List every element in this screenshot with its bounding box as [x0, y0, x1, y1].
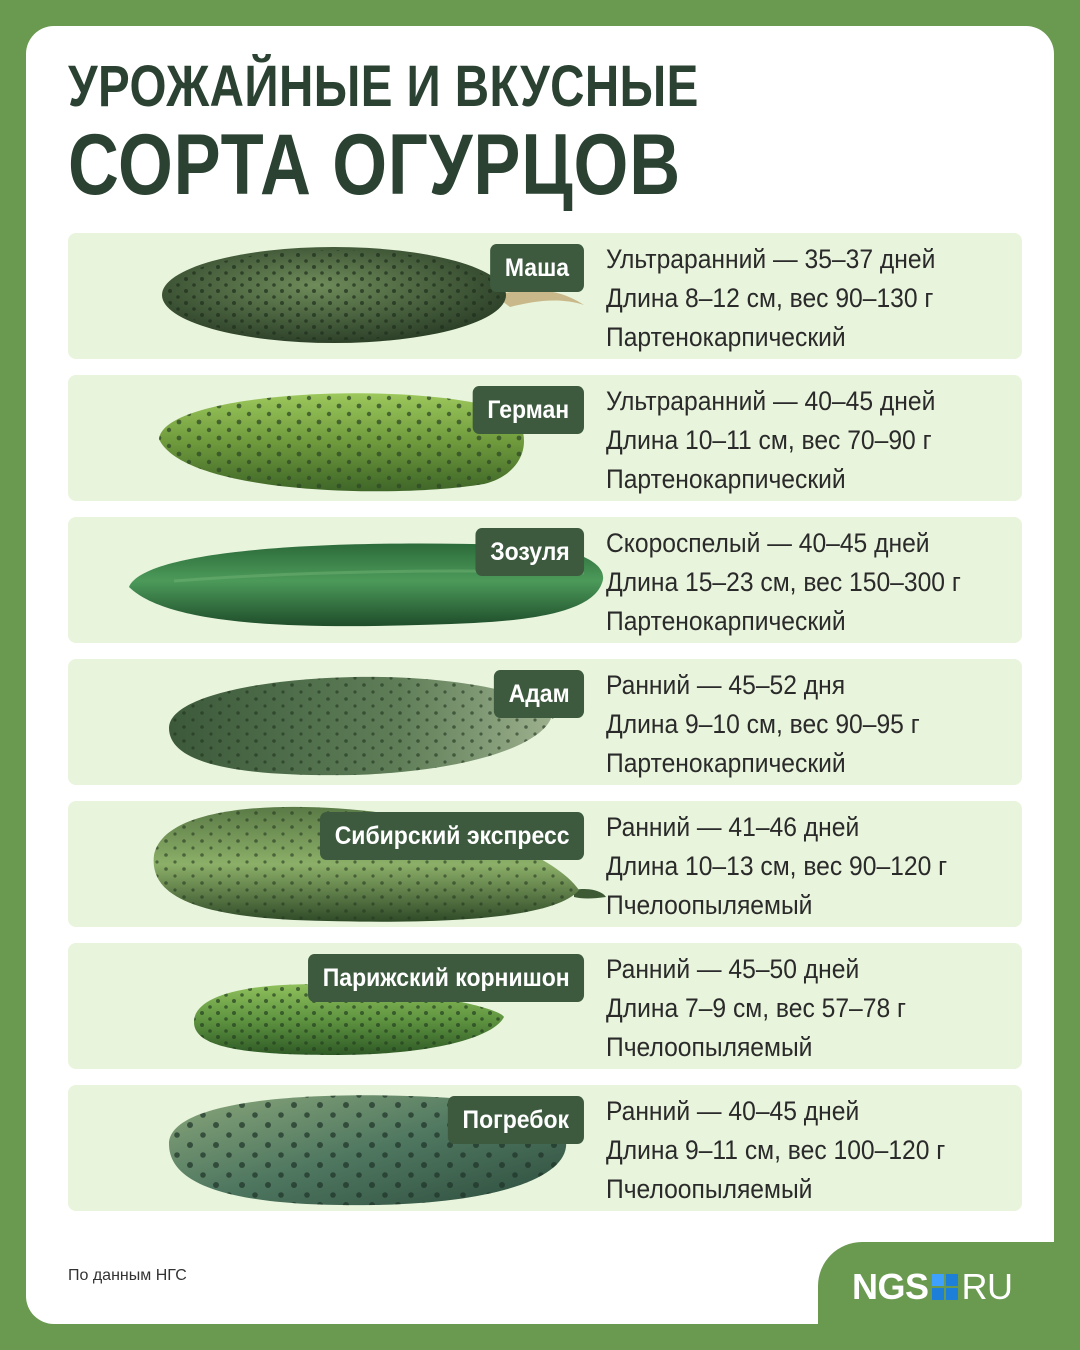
variety-info [606, 240, 960, 357]
size-weight-text: Длина 7–9 см, вес 57–78 г [606, 993, 906, 1023]
variety-row-pogrebok [68, 1085, 1022, 1211]
pollination-text: Партенокарпический [606, 464, 846, 494]
size-weight-text: Длина 8–12 см, вес 90–130 г [606, 283, 934, 313]
variety-name-badge: Герман [473, 386, 584, 434]
logo-squares-icon [932, 1274, 958, 1300]
variety-row-german [68, 375, 1022, 501]
variety-row-parizhsky-kornishon [68, 943, 1022, 1069]
logo-text-left: NGS [852, 1266, 929, 1307]
variety-row-zozulya [68, 517, 1022, 643]
pollination-text: Партенокарпический [606, 606, 846, 636]
variety-info [606, 666, 943, 783]
size-weight-text: Длина 9–11 см, вес 100–120 г [606, 1135, 946, 1165]
variety-info [606, 382, 960, 499]
ripening-text: Ранний — 45–52 дня [606, 670, 846, 700]
variety-name-badge: Адам [494, 670, 584, 718]
variety-info [606, 524, 988, 641]
logo-text-right: RU [961, 1266, 1013, 1307]
title-line-2: СОРТА ОГУРЦОВ [68, 117, 681, 213]
pollination-text: Пчелоопыляемый [606, 890, 813, 920]
variety-row-sibirsky-express [68, 801, 1022, 927]
variety-row-adam [68, 659, 1022, 785]
source-caption: По данным НГС [68, 1267, 187, 1284]
size-weight-text: Длина 10–11 см, вес 70–90 г [606, 425, 932, 455]
size-weight-text: Длина 10–13 см, вес 90–120 г [606, 851, 948, 881]
ripening-text: Ранний — 45–50 дней [606, 954, 860, 984]
pollination-text: Партенокарпический [606, 322, 846, 352]
variety-info [606, 1092, 971, 1209]
ripening-text: Ранний — 40–45 дней [606, 1096, 860, 1126]
ngs-logo[interactable] [852, 1266, 1013, 1308]
pollination-text: Партенокарпический [606, 748, 846, 778]
ripening-text: Ультраранний — 35–37 дней [606, 244, 936, 274]
size-weight-text: Длина 9–10 см, вес 90–95 г [606, 709, 920, 739]
varieties-list [68, 233, 1022, 1227]
pollination-text: Пчелоопыляемый [606, 1032, 813, 1062]
variety-name-badge: Сибирский экспресс [320, 812, 584, 860]
page-title [68, 54, 699, 213]
ripening-text: Ранний — 41–46 дней [606, 812, 860, 842]
variety-row-masha [68, 233, 1022, 359]
variety-name-badge: Маша [490, 244, 584, 292]
variety-name-badge: Парижский корнишон [308, 954, 584, 1002]
variety-name-badge: Зозуля [475, 528, 584, 576]
variety-name-badge: Погребок [448, 1096, 584, 1144]
ripening-text: Скороспелый — 40–45 дней [606, 528, 930, 558]
title-line-1: УРОЖАЙНЫЕ И ВКУСНЫЕ [68, 54, 699, 119]
ripening-text: Ультраранний — 40–45 дней [606, 386, 936, 416]
variety-info [606, 950, 929, 1067]
size-weight-text: Длина 15–23 см, вес 150–300 г [606, 567, 961, 597]
variety-info [606, 808, 973, 925]
pollination-text: Пчелоопыляемый [606, 1174, 813, 1204]
